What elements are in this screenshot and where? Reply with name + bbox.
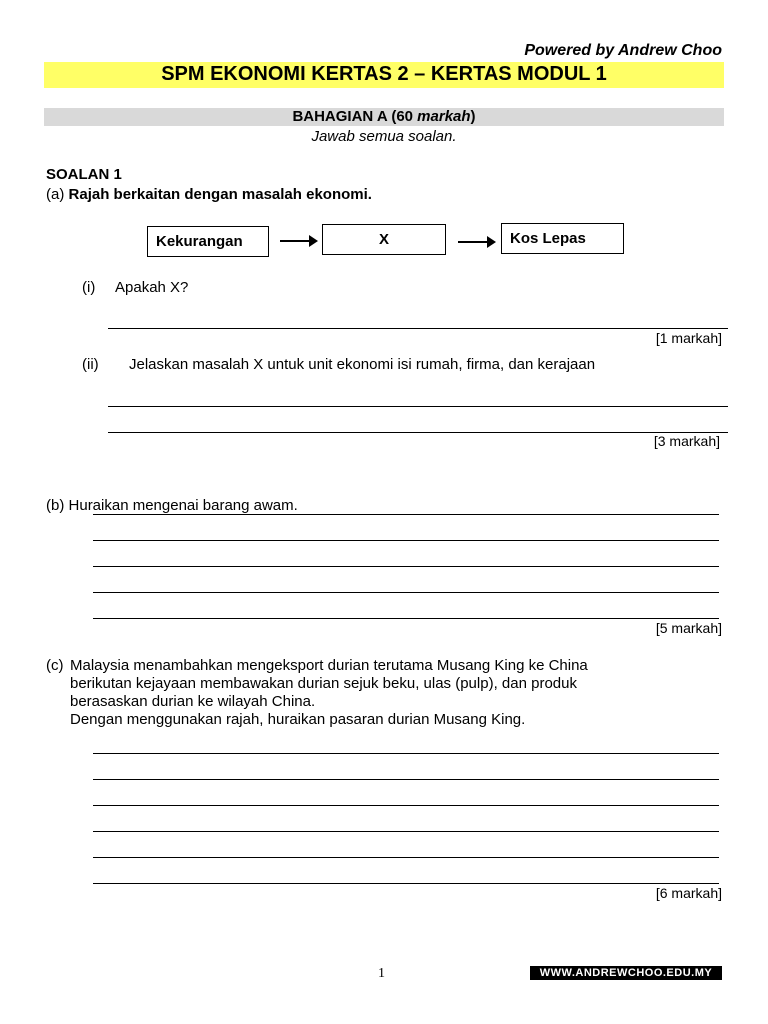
page-title: SPM EKONOMI KERTAS 2 – KERTAS MODUL 1 (161, 63, 607, 85)
section-title-italic: markah (417, 108, 471, 125)
section-title-suffix: ) (470, 108, 476, 125)
answer-line (93, 831, 719, 832)
question-c-line-1: Malaysia menambahkan mengeksport durian terutama Musang King ke China (70, 657, 588, 674)
question-a-ii-mark: [3 markah] (653, 433, 720, 449)
answer-line (93, 857, 719, 858)
question-c-mark: [6 markah] (655, 885, 722, 901)
answer-line (93, 618, 719, 619)
diagram-arrow-2 (458, 241, 488, 243)
powered-by-credit: Powered by Andrew Choo (524, 42, 722, 59)
answer-line (93, 592, 719, 593)
answer-line (93, 753, 719, 754)
question-a-ii-text: Jelaskan masalah X untuk unit ekonomi isi rumah, firma, dan kerajaan (129, 356, 596, 373)
diagram-arrow-1 (280, 240, 310, 242)
question-heading: SOALAN 1 (46, 166, 122, 183)
page-number: 1 (378, 966, 385, 981)
section-instruction: Jawab semua soalan. (311, 128, 457, 145)
answer-line (93, 779, 719, 780)
answer-line (93, 540, 719, 541)
section-title (44, 108, 724, 125)
question-c-line-4: Dengan menggunakan rajah, huraikan pasaran durian Musang King. (70, 711, 526, 728)
section-title-prefix: BAHAGIAN A (60 (292, 108, 418, 125)
question-c-line-2: berikutan kejayaan membawakan durian sejuk beku, ulas (pulp), dan produk (70, 675, 577, 692)
question-b-label: (b) (46, 497, 65, 514)
answer-line (93, 883, 719, 884)
question-b-mark: [5 markah] (655, 620, 722, 636)
answer-line (93, 566, 719, 567)
diagram-box-kekurangan: Kekurangan (147, 226, 269, 257)
question-b (46, 497, 298, 514)
question-c-label: (c) (46, 657, 64, 674)
answer-line (93, 514, 719, 515)
footer-url: WWW.ANDREWCHOO.EDU.MY (530, 966, 722, 980)
question-a-i-label: (i) (82, 279, 96, 296)
answer-line (108, 432, 728, 433)
diagram-box-kos-lepas: Kos Lepas (501, 223, 624, 254)
question-a-text: Rajah berkaitan dengan masalah ekonomi. (68, 186, 372, 203)
question-a-label: (a) (46, 186, 65, 203)
question-a-i-mark: [1 markah] (655, 330, 722, 346)
question-a (46, 186, 372, 203)
answer-line (108, 328, 728, 329)
answer-line (108, 406, 728, 407)
diagram-box-x: X (322, 224, 446, 255)
question-b-text: Huraikan mengenai barang awam. (68, 497, 298, 514)
answer-line (93, 805, 719, 806)
question-a-i-text: Apakah X? (115, 279, 189, 296)
question-a-ii-label: (ii) (82, 356, 99, 373)
question-c-line-3: berasaskan durian ke wilayah China. (70, 693, 316, 710)
